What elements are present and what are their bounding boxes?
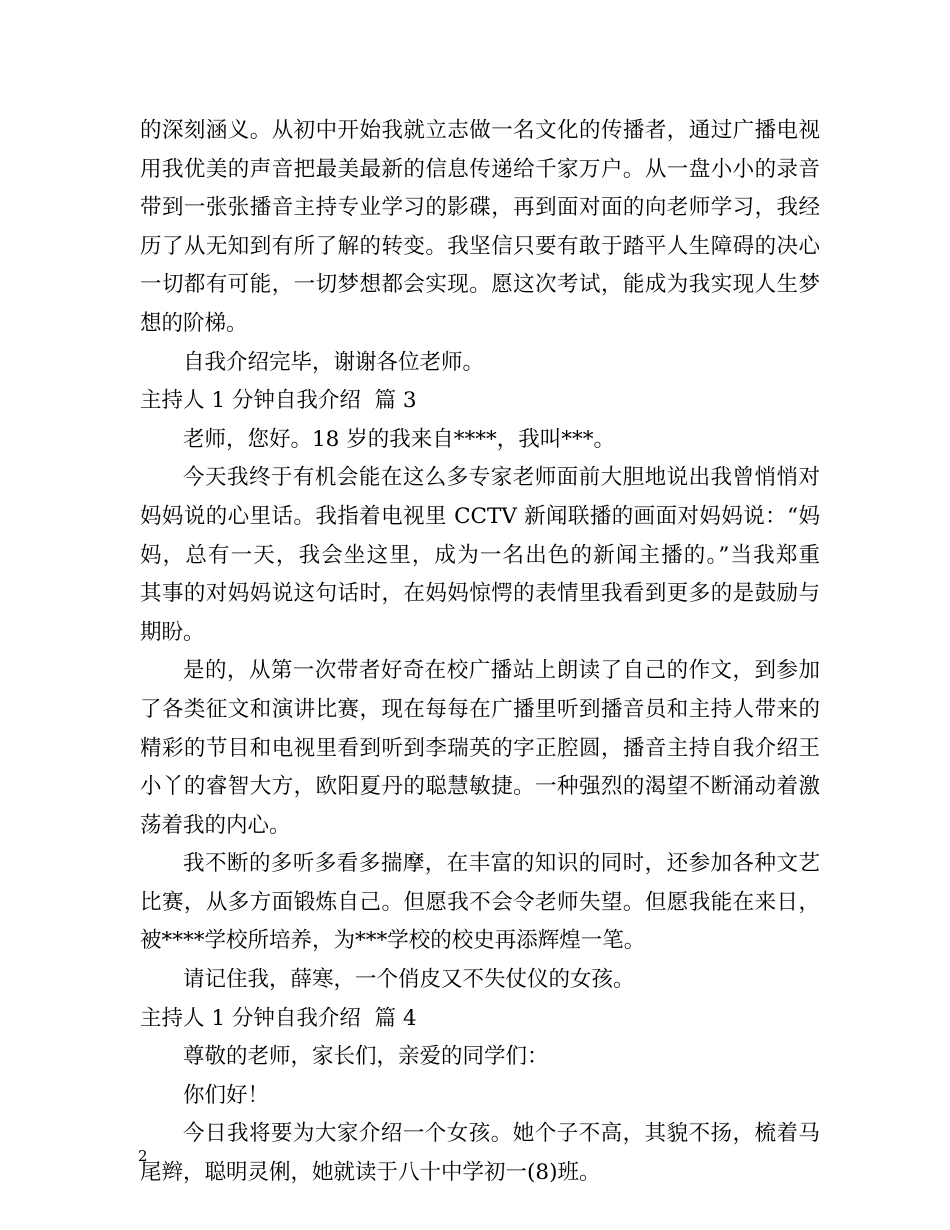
document-body [140, 112, 820, 1193]
text-line: 是的，从第一次带者好奇在校广播站上朗读了自己的作文，到参加 [183, 658, 820, 684]
text-line: 自我介绍完毕，谢谢各位老师。 [183, 349, 485, 375]
text-line: 带到一张张播音主持专业学习的影碟，再到面对面的向老师学习，我经 [140, 195, 820, 221]
text-line: 了各类征文和演讲比赛，现在每每在广播里听到播音员和主持人带来的 [140, 696, 820, 722]
section-heading: 主持人 1 分钟自我介绍 篇 4 [140, 1005, 417, 1031]
text-line: 比赛，从多方面锻炼自己。但愿我不会令老师失望。但愿我能在来日， [140, 889, 820, 915]
text-line: 尊敬的老师，家长们，亲爱的同学们： [183, 1044, 549, 1070]
page-number: 2 [138, 1147, 148, 1165]
text-line: 其事的对妈妈说这句话时，在妈妈惊愕的表情里我看到更多的是鼓励与 [140, 581, 820, 607]
text-line: 想的阶梯。 [140, 310, 248, 336]
text-line: 今天我终于有机会能在这么多专家老师面前大胆地说出我曾悄悄对 [183, 465, 820, 491]
text-line: 一切都有可能，一切梦想都会实现。愿这次考试，能成为我实现人生梦 [140, 272, 820, 298]
text-line: 你们好！ [183, 1082, 270, 1108]
text-line: 小丫的睿智大方，欧阳夏丹的聪慧敏捷。一种强烈的渴望不断涌动着激 [140, 774, 820, 800]
section-heading: 主持人 1 分钟自我介绍 篇 3 [140, 388, 417, 414]
text-line: 我不断的多听多看多揣摩，在丰富的知识的同时，还参加各种文艺 [183, 851, 820, 877]
text-line: 精彩的节目和电视里看到听到李瑞英的字正腔圆，播音主持自我介绍王 [140, 735, 820, 761]
text-line: 期盼。 [140, 619, 205, 645]
text-line: 请记住我，薛寒，一个俏皮又不失仗仪的女孩。 [183, 967, 635, 993]
text-line: 妈，总有一天，我会坐这里，成为一名出色的新闻主播的。”当我郑重 [140, 542, 820, 568]
text-line: 用我优美的声音把最美最新的信息传递给千家万户。从一盘小小的录音 [140, 156, 820, 182]
text-line: 尾辫，聪明灵俐，她就读于八十中学初一(8)班。 [140, 1160, 601, 1186]
text-line: 的深刻涵义。从初中开始我就立志做一名文化的传播者，通过广播电视 [140, 118, 820, 143]
text-line: 妈妈说的心里话。我指着电视里 CCTV 新闻联播的画面对妈妈说：“妈 [140, 503, 820, 529]
text-line: 荡着我的内心。 [140, 812, 291, 838]
text-line: 今日我将要为大家介绍一个女孩。她个子不高，其貌不扬，梳着马 [183, 1121, 820, 1147]
text-line: 老师，您好。18 岁的我来自****，我叫***。 [183, 426, 615, 452]
text-line: 历了从无知到有所了解的转变。我坚信只要有敢于踏平人生障碍的决心 [140, 233, 820, 259]
text-line: 被****学校所培养，为***学校的校史再添辉煌一笔。 [140, 928, 646, 954]
